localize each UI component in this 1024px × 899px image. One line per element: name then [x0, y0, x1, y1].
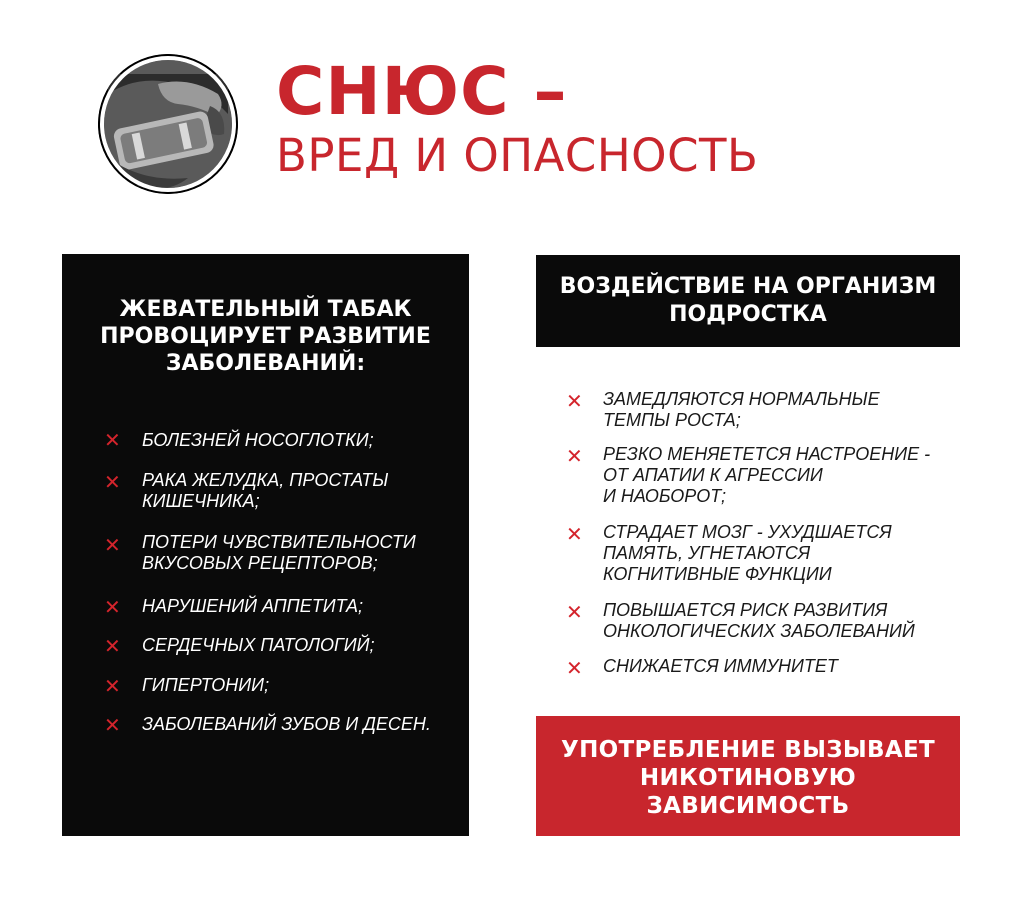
effects-heading-box: [536, 255, 960, 347]
list-item: ПОТЕРИ ЧУВСТВИТЕЛЬНОСТИ ВКУСОВЫХ РЕЦЕПТОРОВ;: [142, 532, 416, 573]
red-x-icon: ✕: [104, 470, 121, 494]
list-item: СТРАДАЕТ МОЗГ - УХУДШАЕТСЯ ПАМЯТЬ, УГНЕТАЮТСЯ КОГНИТИВНЫЕ ФУНКЦИИ: [603, 522, 892, 584]
red-x-icon: ✕: [104, 533, 121, 557]
list-item: РАКА ЖЕЛУДКА, ПРОСТАТЫ КИШЕЧНИКА;: [142, 470, 389, 511]
diseases-heading: ЖЕВАТЕЛЬНЫЙ ТАБАК ПРОВОЦИРУЕТ РАЗВИТИЕ ЗАБОЛЕВАНИЙ:: [100, 297, 431, 376]
red-x-icon: ✕: [566, 656, 583, 680]
list-item: ГИПЕРТОНИИ;: [142, 675, 270, 695]
effects-heading: ВОЗДЕЙСТВИЕ НА ОРГАНИЗМ ПОДРОСТКА: [559, 274, 937, 327]
diseases-panel: [62, 254, 469, 836]
list-item: НАРУШЕНИЙ АППЕТИТА;: [142, 596, 363, 616]
red-x-icon: ✕: [104, 595, 121, 619]
red-x-icon: ✕: [566, 444, 583, 468]
snus-pouch-photo-icon: [98, 54, 238, 194]
list-item: РЕЗКО МЕНЯЕТЕТСЯ НАСТРОЕНИЕ - ОТ АПАТИИ К АГРЕССИИ И НАОБОРОТ;: [603, 444, 931, 506]
red-x-icon: ✕: [104, 713, 121, 737]
list-item: ЗАМЕДЛЯЮТСЯ НОРМАЛЬНЫЕ ТЕМПЫ РОСТА;: [603, 389, 880, 430]
red-x-icon: ✕: [566, 389, 583, 413]
list-item: ЗАБОЛЕВАНИЙ ЗУБОВ И ДЕСЕН.: [142, 714, 431, 734]
list-item: БОЛЕЗНЕЙ НОСОГЛОТКИ;: [142, 430, 374, 450]
list-item: ПОВЫШАЕТСЯ РИСК РАЗВИТИЯ ОНКОЛОГИЧЕСКИХ ЗАБОЛЕВАНИЙ: [603, 600, 915, 641]
red-x-icon: ✕: [104, 674, 121, 698]
list-item: СНИЖАЕТСЯ ИММУНИТЕТ: [603, 656, 838, 676]
list-item: СЕРДЕЧНЫХ ПАТОЛОГИЙ;: [142, 635, 375, 655]
red-x-icon: ✕: [104, 634, 121, 658]
addiction-callout: [536, 716, 960, 836]
red-x-icon: ✕: [566, 600, 583, 624]
red-x-icon: ✕: [104, 428, 121, 452]
addiction-callout-text: УПОТРЕБЛЕНИЕ ВЫЗЫВАЕТ НИКОТИНОВУЮ ЗАВИСИМОСТЬ: [561, 737, 935, 819]
page-title: СНЮС –: [276, 53, 568, 130]
red-x-icon: ✕: [566, 522, 583, 546]
page-subtitle: ВРЕД И ОПАСНОСТЬ: [276, 129, 759, 182]
